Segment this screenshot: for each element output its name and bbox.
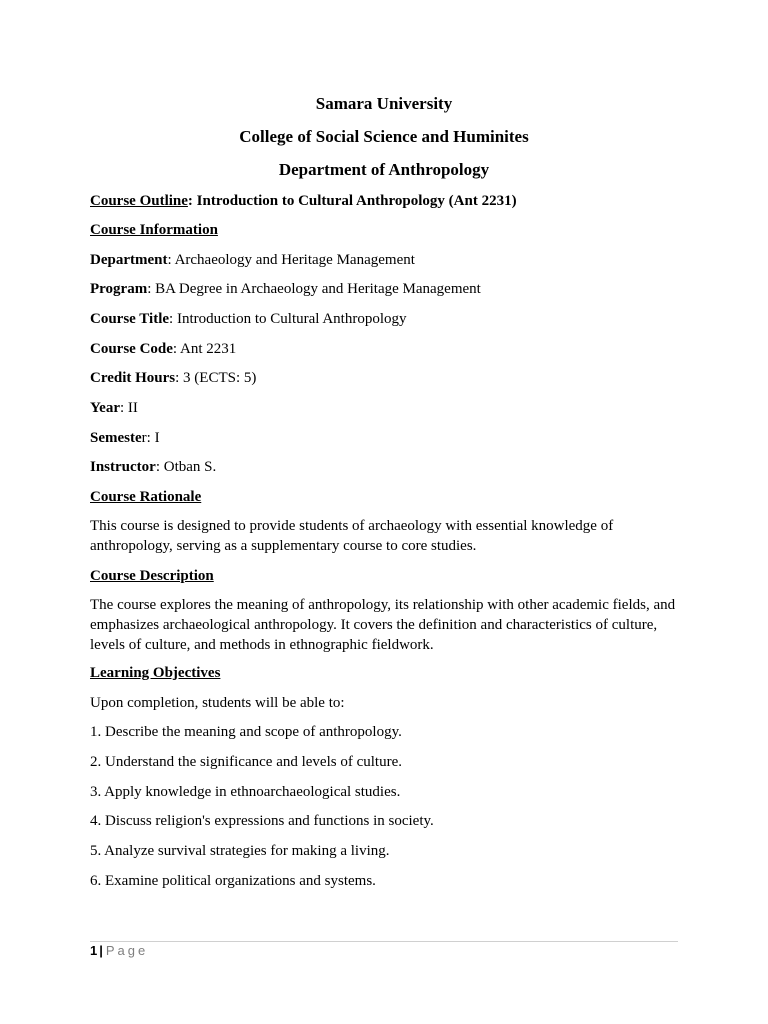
learning-objectives-heading: Learning Objectives bbox=[90, 665, 221, 681]
course-outline-line bbox=[90, 191, 680, 211]
credit-hours-field bbox=[90, 368, 680, 388]
year-value: : II bbox=[120, 400, 138, 416]
credit-hours-value: : 3 (ECTS: 5) bbox=[175, 370, 257, 386]
page-footer bbox=[90, 942, 148, 960]
page-number: 1 bbox=[90, 943, 98, 958]
instructor-label: Instructor bbox=[90, 459, 156, 475]
objective-item: 3. Apply knowledge in ethnoarchaeological studies. bbox=[90, 784, 401, 800]
course-code-field bbox=[90, 339, 680, 359]
department-name: Department of Anthropology bbox=[278, 160, 490, 179]
objective-item: 2. Understand the significance and levels of culture. bbox=[90, 754, 402, 770]
year-label: Year bbox=[90, 400, 120, 416]
course-description-text: The course explores the meaning of anthropology, its relationship with other academic fields, and emphasizes archaeological anthropology. It covers the definition and characteristics of culture, levels of culture, and methods in ethnographic fieldwork. bbox=[90, 597, 676, 653]
course-title-label: Course Title bbox=[90, 311, 170, 327]
program-label: Program bbox=[90, 281, 148, 297]
course-code-value: : Ant 2231 bbox=[172, 341, 237, 357]
learning-objectives-intro: Upon completion, students will be able to: bbox=[90, 695, 345, 711]
course-outline-title: : Introduction to Cultural Anthropology (Ant 2231) bbox=[187, 193, 517, 209]
course-information-heading: Course Information bbox=[90, 222, 218, 238]
semester-value: r: I bbox=[141, 430, 160, 446]
semester-field bbox=[90, 428, 680, 448]
footer-divider bbox=[90, 941, 678, 942]
course-description-heading: Course Description bbox=[90, 568, 214, 584]
objective-item: 6. Examine political organizations and systems. bbox=[90, 873, 376, 889]
year-field bbox=[90, 398, 680, 418]
program-value: : BA Degree in Archaeology and Heritage Management bbox=[147, 281, 481, 297]
department-label: Department bbox=[90, 252, 168, 268]
semester-label: Semeste bbox=[90, 430, 142, 446]
program-field bbox=[90, 279, 680, 299]
course-rationale-text: This course is designed to provide students of archaeology with essential knowledge of anthropology, serving as a supplementary course to core studies. bbox=[90, 518, 614, 554]
page-word: Page bbox=[105, 943, 149, 958]
objective-item: 5. Analyze survival strategies for making a living. bbox=[90, 843, 390, 859]
course-rationale-heading: Course Rationale bbox=[90, 489, 202, 505]
objective-item: 1. Describe the meaning and scope of anthropology. bbox=[90, 724, 402, 740]
instructor-value: : Otban S. bbox=[155, 459, 217, 475]
footer-separator: | bbox=[99, 943, 103, 958]
instructor-field bbox=[90, 457, 680, 477]
department-value: : Archaeology and Heritage Management bbox=[167, 252, 415, 268]
credit-hours-label: Credit Hours bbox=[90, 370, 176, 386]
department-field bbox=[90, 250, 680, 270]
course-title-value: : Introduction to Cultural Anthropology bbox=[169, 311, 407, 327]
course-code-label: Course Code bbox=[90, 341, 173, 357]
course-outline-label: Course Outline bbox=[90, 193, 188, 209]
university-name: Samara University bbox=[315, 94, 453, 113]
course-title-field bbox=[90, 309, 680, 329]
objective-item: 4. Discuss religion's expressions and functions in society. bbox=[90, 813, 434, 829]
college-name: College of Social Science and Huminites bbox=[239, 127, 529, 146]
